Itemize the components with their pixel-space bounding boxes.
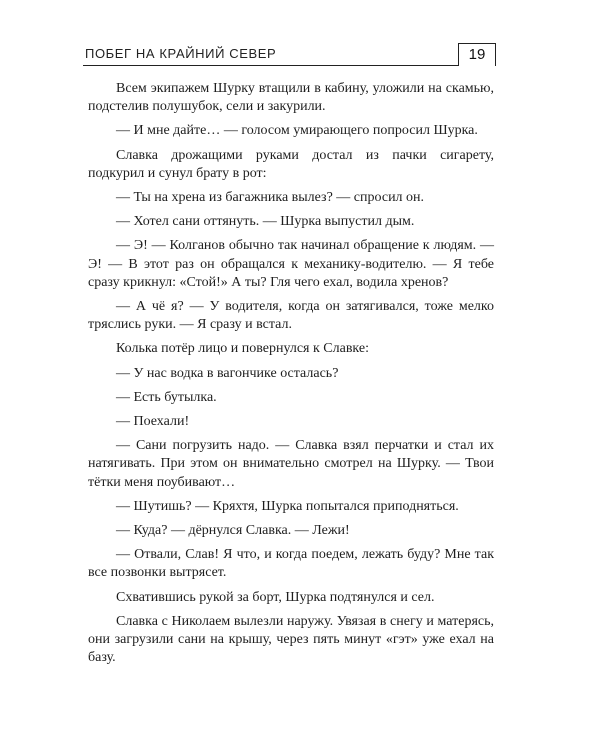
page-text	[88, 80, 494, 667]
paragraph: — Куда? — дёрнулся Славка. — Лежи!	[116, 523, 350, 539]
running-title: ПОБЕГ НА КРАЙНИЙ СЕВЕР	[85, 46, 277, 61]
page-number: 19	[458, 43, 496, 66]
paragraph: Схватившись рукой за борт, Шурка подтянулся и сел.	[116, 589, 435, 605]
paragraph: — Хотел сани оттянуть. — Шурка выпустил дым.	[116, 214, 415, 230]
paragraph: — У нас водка в вагончике осталась?	[116, 365, 339, 381]
paragraph: — Есть бутылка.	[116, 389, 217, 405]
paragraph: — Сани погрузить надо. — Славка взял перчатки и стал их натягивать. При этом он внимательно смотрел на Шурку. — Твои тётки меня поубивают…	[88, 438, 494, 490]
paragraph: — Поехали!	[116, 414, 190, 430]
paragraph: — И мне дайте… — голосом умирающего попросил Шурка.	[116, 123, 478, 139]
paragraph: — Э! — Колганов обычно так начинал обращение к людям. — Э! — В этот раз он обращался к механику-водителю. — Я тебе сразу крикнул: «Стой!» А ты? Гля чего ехал, водила хренов?	[88, 238, 494, 290]
paragraph: — Шутишь? — Кряхтя, Шурка попытался приподняться.	[116, 498, 459, 514]
paragraph: — А чё я? — У водителя, когда он затягивался, тоже мелко тряслись руки. — Я сразу и встал.	[88, 299, 494, 333]
paragraph: Колька потёр лицо и повернулся к Славке:	[116, 341, 369, 357]
paragraph: Славка дрожащими руками достал из пачки сигарету, подкурил и сунул брату в рот:	[88, 147, 494, 181]
paragraph: Всем экипажем Шурку втащили в кабину, уложили на скамью, подстелив полушубок, сели и закурили.	[88, 81, 494, 115]
paragraph: Славка с Николаем вылезли наружу. Увязая в снегу и матерясь, они загрузили сани на крышу, через пять минут «гэт» уже ехал на базу.	[88, 613, 494, 666]
paragraph: — Отвали, Слав! Я что, и когда поедем, лежать буду? Мне так все позвонки вытрясет.	[88, 547, 494, 581]
running-header	[83, 44, 496, 66]
paragraph: — Ты на хрена из багажника вылез? — спросил он.	[116, 190, 425, 206]
